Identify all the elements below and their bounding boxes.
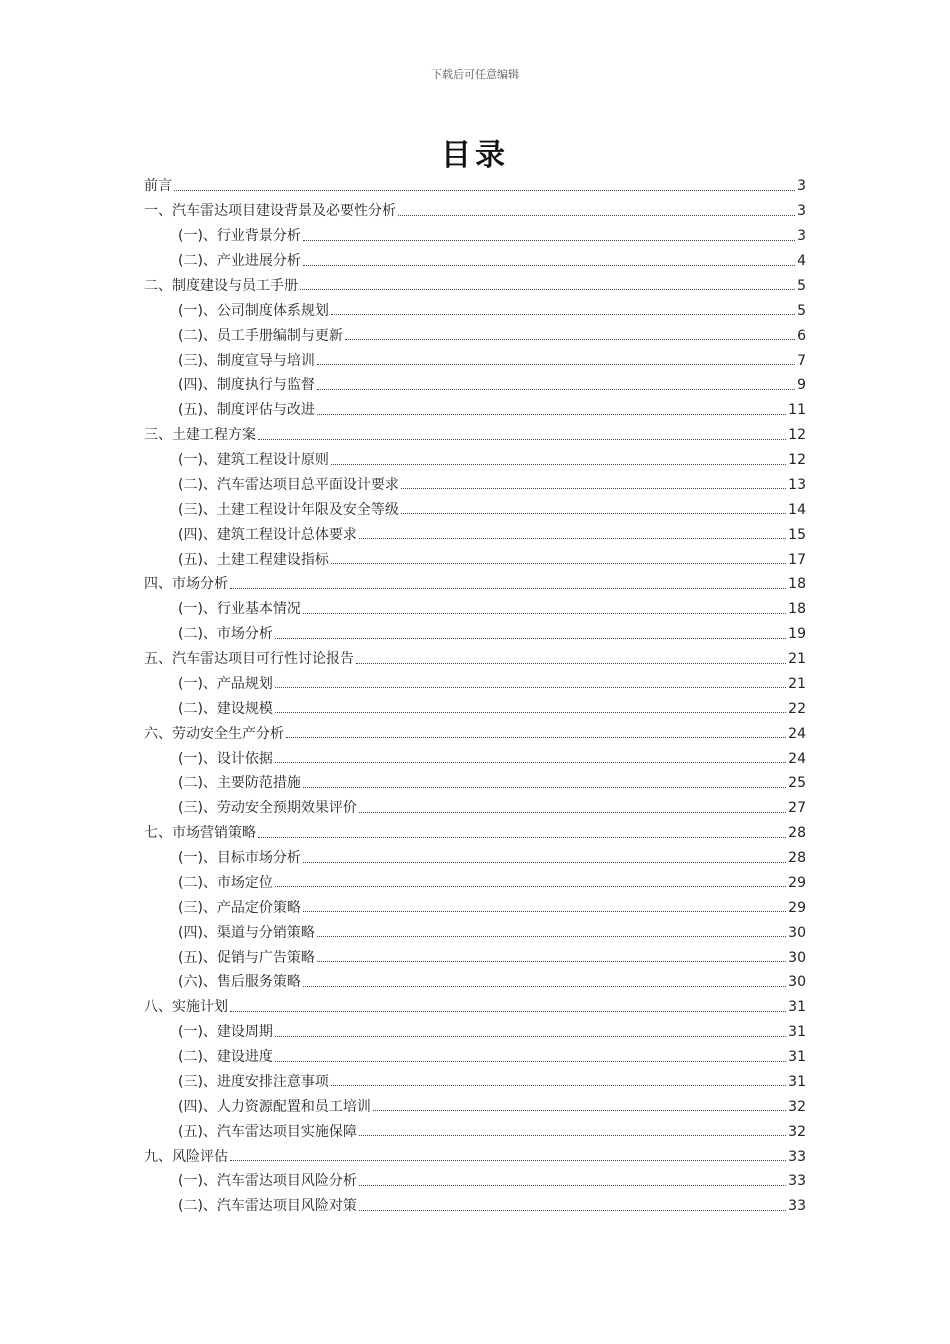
toc-dot-leader [401, 513, 786, 514]
toc-page-number: 32 [788, 1123, 806, 1140]
toc-page-number: 12 [788, 452, 806, 469]
toc-page-number: 24 [788, 750, 806, 767]
toc-page-number: 25 [788, 775, 806, 792]
toc-page-number: 28 [788, 825, 806, 842]
toc-entry-label: (一)、建设周期 [178, 1024, 273, 1041]
toc-dot-leader [317, 389, 795, 390]
toc-page-number: 27 [788, 800, 806, 817]
toc-entry-label: 八、实施计划 [144, 999, 228, 1016]
toc-page-number: 29 [788, 899, 806, 916]
page-header-note: 下载后可任意编辑 [431, 68, 519, 81]
toc-dot-leader [303, 862, 786, 863]
toc-section-entry[interactable] [144, 672, 806, 697]
toc-dot-leader [317, 961, 786, 962]
toc-page-number: 18 [788, 576, 806, 593]
toc-entry-label: (一)、汽车雷达项目风险分析 [178, 1173, 357, 1190]
toc-dot-leader [359, 1135, 786, 1136]
toc-page-number: 31 [788, 1073, 806, 1090]
toc-section-entry[interactable] [144, 348, 806, 373]
toc-dot-leader [356, 663, 786, 664]
toc-entry-label: (一)、行业背景分析 [178, 228, 301, 245]
toc-page-number: 3 [797, 178, 806, 195]
toc-entry-label: (一)、目标市场分析 [178, 850, 301, 867]
toc-section-entry[interactable] [144, 547, 806, 572]
toc-entry-label: (五)、促销与广告策略 [178, 949, 315, 966]
toc-entry-label: 前言 [144, 178, 172, 195]
toc-dot-leader [230, 1011, 786, 1012]
toc-chapter-entry[interactable] [144, 274, 806, 299]
toc-page-number: 19 [788, 626, 806, 643]
toc-dot-leader [345, 339, 795, 340]
toc-section-entry[interactable] [144, 871, 806, 896]
toc-page-number: 17 [788, 551, 806, 568]
toc-dot-leader [303, 613, 786, 614]
toc-section-entry[interactable] [144, 1169, 806, 1194]
toc-section-entry[interactable] [144, 298, 806, 323]
toc-chapter-entry[interactable] [144, 174, 806, 199]
toc-section-entry[interactable] [144, 473, 806, 498]
toc-entry-label: (五)、汽车雷达项目实施保障 [178, 1123, 357, 1140]
toc-page-number: 31 [788, 1049, 806, 1066]
toc-page-number: 3 [797, 203, 806, 220]
toc-entry-label: (二)、汽车雷达项目风险对策 [178, 1198, 357, 1215]
toc-section-entry[interactable] [144, 522, 806, 547]
toc-dot-leader [331, 314, 795, 315]
toc-page-number: 12 [788, 427, 806, 444]
toc-entry-label: (一)、公司制度体系规划 [178, 302, 329, 319]
toc-entry-label: (二)、市场分析 [178, 626, 273, 643]
toc-page-number: 18 [788, 601, 806, 618]
toc-dot-leader [275, 886, 786, 887]
toc-section-entry[interactable] [144, 249, 806, 274]
toc-section-entry[interactable] [144, 920, 806, 945]
toc-entry-label: 六、劳动安全生产分析 [144, 725, 284, 742]
toc-dot-leader [359, 1210, 786, 1211]
toc-section-entry[interactable] [144, 373, 806, 398]
toc-dot-leader [331, 464, 786, 465]
toc-section-entry[interactable] [144, 796, 806, 821]
toc-page-number: 24 [788, 725, 806, 742]
toc-entry-label: (二)、建设规模 [178, 700, 273, 717]
toc-page-number: 14 [788, 501, 806, 518]
toc-entry-label: 一、汽车雷达项目建设背景及必要性分析 [144, 203, 396, 220]
toc-entry-label: (四)、渠道与分销策略 [178, 924, 315, 941]
toc-dot-leader [275, 712, 786, 713]
toc-entry-label: 七、市场营销策略 [144, 825, 256, 842]
toc-section-entry[interactable] [144, 945, 806, 970]
toc-dot-leader [258, 837, 786, 838]
toc-dot-leader [275, 762, 786, 763]
toc-section-entry[interactable] [144, 895, 806, 920]
toc-entry-label: 五、汽车雷达项目可行性讨论报告 [144, 651, 354, 668]
toc-dot-leader [275, 687, 786, 688]
toc-section-entry[interactable] [144, 597, 806, 622]
toc-chapter-entry[interactable] [144, 995, 806, 1020]
toc-entry-label: (二)、主要防范措施 [178, 775, 301, 792]
toc-title: 目录 [441, 138, 509, 173]
toc-page-number: 4 [797, 253, 806, 270]
toc-page-number: 7 [797, 352, 806, 369]
toc-entry-label: (二)、员工手册编制与更新 [178, 327, 343, 344]
toc-section-entry[interactable] [144, 1094, 806, 1119]
toc-section-entry[interactable] [144, 771, 806, 796]
toc-section-entry[interactable] [144, 1194, 806, 1219]
toc-chapter-entry[interactable] [144, 721, 806, 746]
toc-entry-label: 四、市场分析 [144, 576, 228, 593]
toc-dot-leader [331, 1085, 786, 1086]
toc-dot-leader [317, 936, 786, 937]
toc-page-number: 33 [788, 1173, 806, 1190]
toc-dot-leader [303, 986, 786, 987]
toc-entry-label: (三)、土建工程设计年限及安全等级 [178, 501, 399, 518]
toc-chapter-entry[interactable] [144, 647, 806, 672]
toc-entry-label: 三、土建工程方案 [144, 427, 256, 444]
toc-page-number: 3 [797, 228, 806, 245]
toc-entry-label: (一)、产品规划 [178, 675, 273, 692]
toc-entry-label: 二、制度建设与员工手册 [144, 277, 298, 294]
toc-page-number: 30 [788, 949, 806, 966]
toc-dot-leader [275, 638, 786, 639]
toc-dot-leader [359, 1185, 786, 1186]
toc-dot-leader [275, 1061, 786, 1062]
toc-page-number: 22 [788, 700, 806, 717]
toc-dot-leader [359, 812, 786, 813]
toc-page-number: 28 [788, 850, 806, 867]
toc-entry-label: (三)、制度宣导与培训 [178, 352, 315, 369]
toc-chapter-entry[interactable] [144, 572, 806, 597]
toc-dot-leader [317, 414, 786, 415]
toc-dot-leader [258, 439, 786, 440]
toc-chapter-entry[interactable] [144, 821, 806, 846]
toc-entry-label: 九、风险评估 [144, 1148, 228, 1165]
toc-entry-label: (三)、劳动安全预期效果评价 [178, 800, 357, 817]
toc-section-entry[interactable] [144, 1020, 806, 1045]
toc-entry-label: (二)、市场定位 [178, 874, 273, 891]
toc-page-number: 5 [797, 302, 806, 319]
toc-chapter-entry[interactable] [144, 199, 806, 224]
toc-chapter-entry[interactable] [144, 1144, 806, 1169]
toc-page-number: 9 [797, 377, 806, 394]
toc-dot-leader [230, 1160, 786, 1161]
toc-dot-leader [331, 563, 786, 564]
toc-section-entry[interactable] [144, 846, 806, 871]
toc-dot-leader [303, 911, 786, 912]
toc-section-entry[interactable] [144, 448, 806, 473]
toc-entry-label: (四)、制度执行与监督 [178, 377, 315, 394]
toc-page-number: 31 [788, 1024, 806, 1041]
toc-section-entry[interactable] [144, 1070, 806, 1095]
toc-dot-leader [303, 787, 786, 788]
toc-section-entry[interactable] [144, 1045, 806, 1070]
toc-page-number: 21 [788, 651, 806, 668]
toc-section-entry[interactable] [144, 746, 806, 771]
toc-entry-label: (一)、行业基本情况 [178, 601, 301, 618]
toc-dot-leader [303, 265, 795, 266]
toc-section-entry[interactable] [144, 970, 806, 995]
toc-page-number: 33 [788, 1198, 806, 1215]
toc-page-number: 15 [788, 526, 806, 543]
toc-section-entry[interactable] [144, 224, 806, 249]
toc-section-entry[interactable] [144, 696, 806, 721]
toc-page-number: 11 [788, 402, 806, 419]
toc-page-number: 33 [788, 1148, 806, 1165]
toc-dot-leader [359, 538, 786, 539]
toc-dot-leader [300, 289, 795, 290]
toc-entry-label: (一)、设计依据 [178, 750, 273, 767]
toc-dot-leader [275, 1036, 786, 1037]
toc-entry-label: (五)、土建工程建设指标 [178, 551, 329, 568]
toc-section-entry[interactable] [144, 497, 806, 522]
toc-page-number: 29 [788, 874, 806, 891]
toc-dot-leader [401, 488, 786, 489]
toc-entry-label: (二)、汽车雷达项目总平面设计要求 [178, 476, 399, 493]
toc-entry-label: (四)、建筑工程设计总体要求 [178, 526, 357, 543]
toc-page-number: 6 [797, 327, 806, 344]
toc-page-number: 5 [797, 277, 806, 294]
toc-entry-label: (六)、售后服务策略 [178, 974, 301, 991]
toc-section-entry[interactable] [144, 1119, 806, 1144]
toc-dot-leader [286, 737, 786, 738]
toc-section-entry[interactable] [144, 622, 806, 647]
toc-section-entry[interactable] [144, 398, 806, 423]
toc-dot-leader [174, 190, 795, 191]
toc-entry-label: (二)、产业进展分析 [178, 253, 301, 270]
toc-entry-label: (一)、建筑工程设计原则 [178, 452, 329, 469]
toc-page-number: 30 [788, 924, 806, 941]
toc-entry-label: (四)、人力资源配置和员工培训 [178, 1098, 371, 1115]
toc-entry-label: (五)、制度评估与改进 [178, 402, 315, 419]
toc-entry-label: (二)、建设进度 [178, 1049, 273, 1066]
toc-page-number: 30 [788, 974, 806, 991]
toc-page-number: 32 [788, 1098, 806, 1115]
toc-page-number: 13 [788, 476, 806, 493]
toc-dot-leader [398, 215, 795, 216]
table-of-contents [144, 174, 806, 1219]
toc-page-number: 21 [788, 675, 806, 692]
toc-dot-leader [373, 1110, 786, 1111]
toc-entry-label: (三)、产品定价策略 [178, 899, 301, 916]
toc-dot-leader [303, 240, 795, 241]
toc-chapter-entry[interactable] [144, 423, 806, 448]
toc-dot-leader [230, 588, 786, 589]
toc-entry-label: (三)、进度安排注意事项 [178, 1073, 329, 1090]
toc-page-number: 31 [788, 999, 806, 1016]
toc-dot-leader [317, 364, 795, 365]
toc-section-entry[interactable] [144, 323, 806, 348]
